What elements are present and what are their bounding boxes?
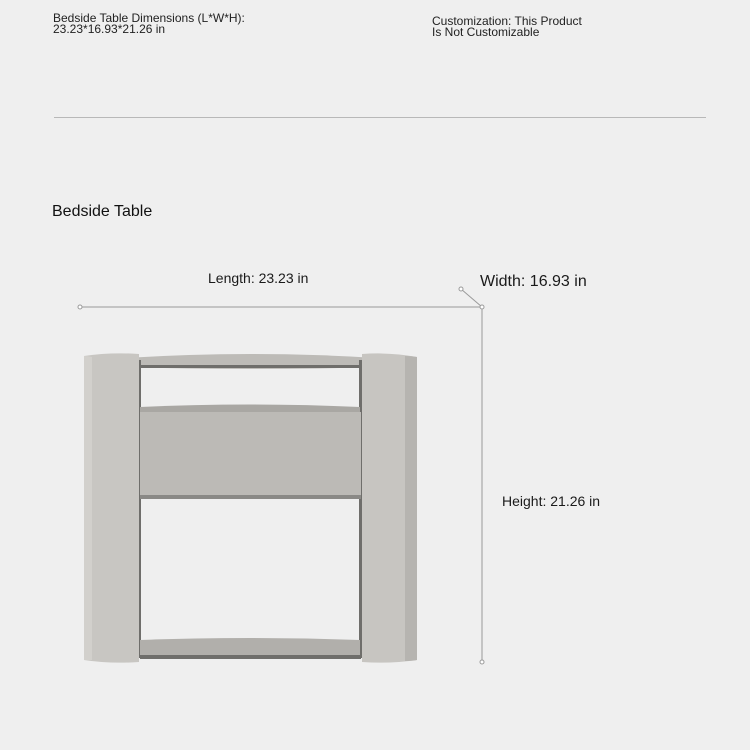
left-side-panel bbox=[84, 353, 139, 662]
spec-dimensions-label: Bedside Table Dimensions (L*W*H): bbox=[53, 11, 245, 25]
frame-top-rail bbox=[140, 365, 361, 368]
length-label: Length: 23.23 in bbox=[208, 270, 309, 286]
width-end-marker bbox=[459, 287, 463, 291]
drawer-front bbox=[140, 412, 361, 496]
middle-shelf bbox=[140, 405, 360, 414]
height-label: Height: 21.26 in bbox=[502, 493, 601, 509]
width-dimension-line bbox=[461, 289, 482, 307]
height-end-marker-bottom bbox=[480, 660, 484, 664]
left-side-panel-shade bbox=[84, 356, 92, 660]
drawer-bottom-edge bbox=[140, 495, 361, 499]
right-side-panel-shade bbox=[405, 356, 417, 661]
bedside-table-illustration bbox=[84, 353, 417, 662]
length-end-marker-left bbox=[78, 305, 82, 309]
frame-right-post bbox=[359, 360, 362, 658]
width-label: Width: 16.93 in bbox=[480, 273, 587, 290]
section-title: Bedside Table bbox=[52, 203, 153, 220]
corner-marker bbox=[480, 305, 484, 309]
spec-customization-line2: Is Not Customizable bbox=[432, 25, 540, 39]
spec-customization-line1: Customization: This Product bbox=[432, 14, 582, 28]
spec-dimensions-value: 23.23*16.93*21.26 in bbox=[53, 22, 166, 36]
bottom-shelf-edge bbox=[140, 655, 361, 659]
